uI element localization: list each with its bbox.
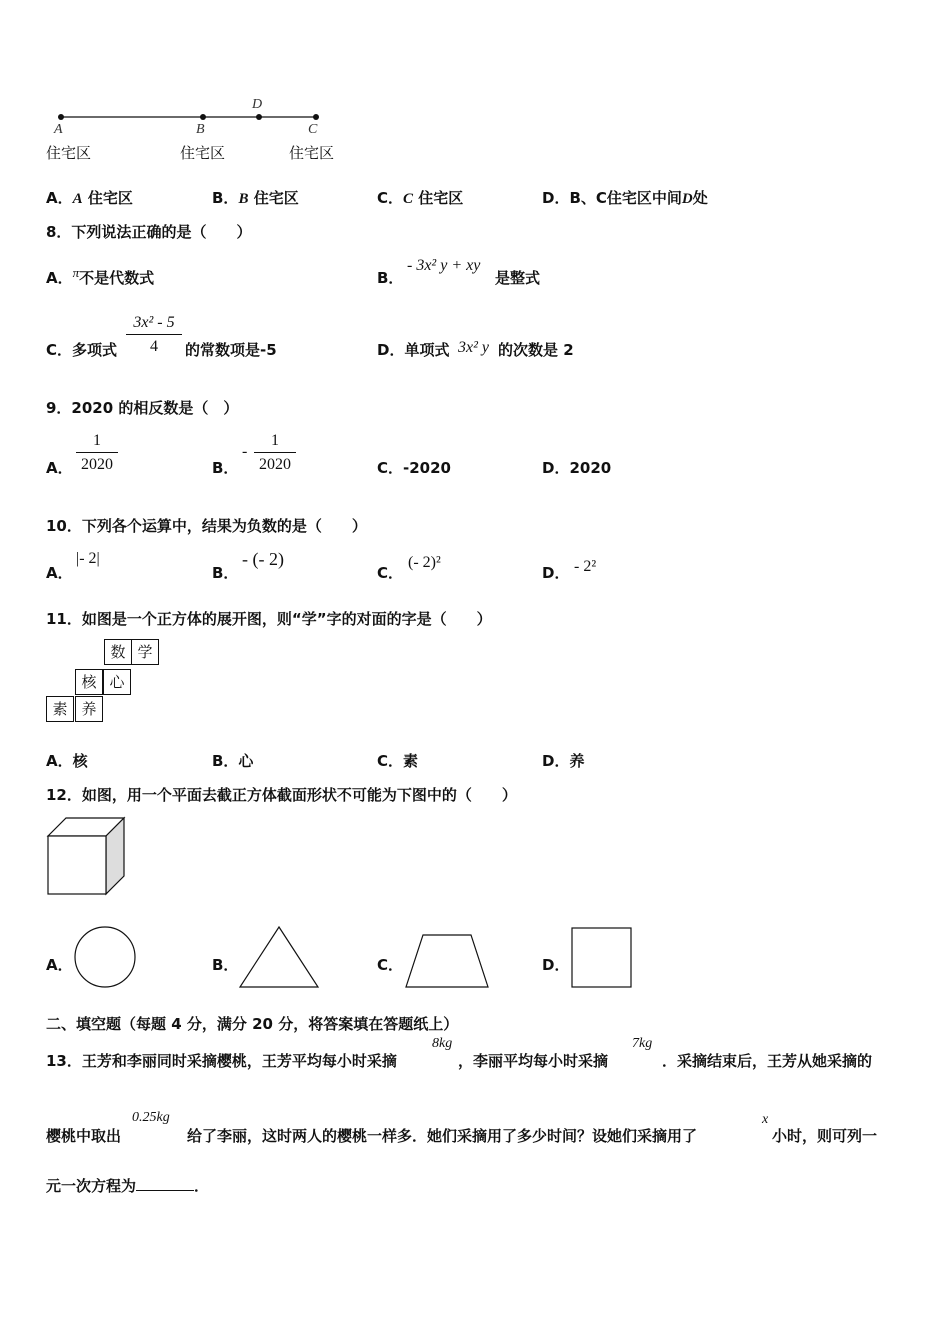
q11-option-c: C．素 [377,752,419,770]
triangle-shape [237,924,321,990]
label-C: C [308,122,318,137]
zone-label-A: 住宅区 [46,144,92,162]
q13-line1a: 13．王芳和李丽同时采摘樱桃，王芳平均每小时采摘 [46,1052,397,1070]
q8-option-c-text: 的常数项是-5 [185,341,277,359]
section-2-heading: 二、填空题（每题 4 分，满分 20 分，将答案填在答题纸上） [46,1015,459,1033]
q13-line2c: 小时，则可列一 [772,1127,878,1145]
q9-option-b-fraction: $\frac{1}{2020}$ [254,432,296,474]
q9-option-c: C．-2020 [377,459,451,477]
q8-option-d-text: 的次数是 2 [498,341,574,359]
q9-option-d: D．2020 [542,459,612,477]
q12-stem: 12．如图，用一个平面去截正方体截面形状不可能为下图中的（ ） [46,786,517,804]
q8-option-c-fraction: $\frac{\text{3x² - 5}}{4}$ [126,314,182,356]
q10-option-b-math: - (- 2) [242,549,284,569]
q13-line2a: 樱桃中取出 [46,1127,122,1145]
label-D: D [252,97,263,112]
net-cell-he: 核 [75,669,103,695]
q10-option-a-math: |- 2| [76,550,100,567]
q13-line1b: ，李丽平均每小时采摘 [458,1052,609,1070]
q8-stem: 8．下列说法正确的是（ ） [46,223,252,241]
cube-figure [44,814,128,898]
q8-option-d-math: 3x² y [458,339,489,356]
net-cell-shu: 数 [104,639,132,665]
q8-option-b-letter: B． [377,269,404,287]
q13-line3: 元一次方程为 ． [46,1177,210,1195]
q13-8kg: 8kg [432,1036,453,1051]
q7-option-a: A．A 住宅区 [46,189,133,207]
net-cell-xin: 心 [103,669,131,695]
q12-option-c-letter: C． [377,956,404,974]
q10-stem: 10．下列各个运算中，结果为负数的是（ ） [46,517,367,535]
q7-option-c: C．C 住宅区 [377,189,464,207]
q8-option-c: C．多项式 [46,341,118,359]
q12-option-b-letter: B． [212,956,239,974]
q10-option-d-letter: D． [542,564,570,582]
q8-option-b-math: - 3x² y + xy [407,257,481,274]
q11-option-d: D．养 [542,752,585,770]
point-C [313,114,319,120]
q9-option-a-letter: A． [46,459,73,477]
q10-option-d-math: - 2² [574,558,597,575]
zone-label-B: 住宅区 [180,144,226,162]
square-shape [570,926,634,990]
net-cell-xue: 学 [131,639,159,665]
q12-option-d-letter: D． [542,956,570,974]
q8-option-b-text: 是整式 [495,269,541,287]
q9-option-b-letter: B． [212,459,239,477]
trapezoid-shape [403,932,491,990]
q9-option-b-sign: - [242,443,248,460]
q7-option-b: B．B 住宅区 [212,189,299,207]
q10-option-c-letter: C． [377,564,404,582]
net-cell-yang: 养 [75,696,103,722]
point-A [58,114,64,120]
q10-option-c-math: (- 2)² [408,554,441,571]
q13-line1c: ．采摘结束后，王芳从她采摘的 [662,1052,873,1070]
q8-option-a: A．π不是代数式 [46,265,155,287]
q9-option-a-fraction: $\frac{1}{2020}$ [76,432,118,474]
q7-option-d: D．B、C住宅区中间D处 [542,189,708,207]
circle-shape [72,925,138,989]
q13-7kg: 7kg [632,1036,653,1051]
label-A: A [54,122,63,137]
label-B: B [196,122,205,137]
q8-option-d: D．单项式 [377,341,450,359]
point-D [256,114,262,120]
q12-option-a-letter: A． [46,956,73,974]
point-B [200,114,206,120]
q11-stem: 11．如图是一个正方体的展开图，则“学”字的对面的字是（ ） [46,610,492,628]
q9-stem: 9．2020 的相反数是（ ） [46,399,239,417]
q13-025kg: 0.25kg [132,1110,170,1125]
q13-x: x [762,1112,769,1127]
q13-answer-blank[interactable] [136,1176,194,1191]
q10-option-b-letter: B． [212,564,239,582]
q13-line2b: 给了李丽，这时两人的樱桃一样多．她们采摘用了多少时间？设她们采摘用了 [187,1127,698,1145]
q11-option-a: A．核 [46,752,88,770]
q11-option-b: B．心 [212,752,254,770]
net-cell-su: 素 [46,696,74,722]
q10-option-a-letter: A． [46,564,73,582]
zone-label-C: 住宅区 [289,144,335,162]
